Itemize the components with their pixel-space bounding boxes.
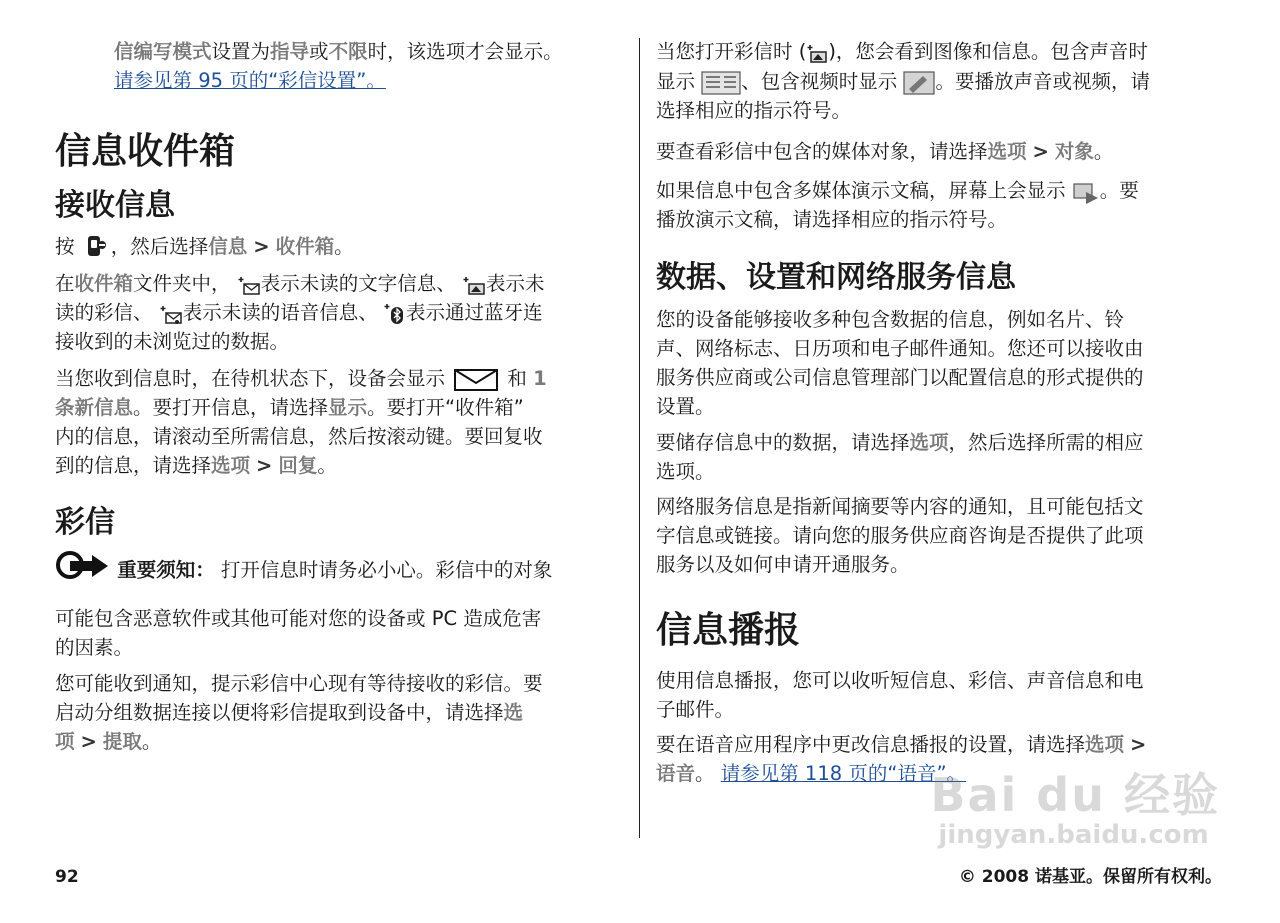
intro-link-line bbox=[114, 66, 386, 96]
section-title-receive: 接收信息 bbox=[55, 188, 175, 223]
sound-indicator-icon bbox=[701, 71, 741, 95]
reader-para-line1: 使用信息播报，您可以收听短信息、彩信、声音信息和电 bbox=[656, 669, 1144, 692]
view-objects-line: 要查看彩信中包含的媒体对象，请选择选项 > 对象。 bbox=[656, 140, 1114, 163]
bluetooth-data-icon bbox=[384, 303, 406, 325]
save-para-line1: 要储存信息中的数据，请选择选项，然后选择所需的相应 bbox=[656, 431, 1144, 454]
presentation-para-line1: 如果信息中包含多媒体演示文稿，屏幕上会显示 。要 bbox=[656, 179, 1139, 202]
important-pointer-icon bbox=[55, 549, 111, 581]
unread-text-message-icon bbox=[237, 275, 261, 295]
watermark-url: jingyan.baidu.com bbox=[938, 820, 1209, 850]
speech-para-line2: 语音。 请参见第 118 页的“语音”。 bbox=[656, 762, 967, 785]
command-text: 指导 bbox=[270, 40, 310, 63]
section-title-data: 数据、设置和网络服务信息 bbox=[656, 260, 1016, 295]
unread-audio-message-icon bbox=[159, 304, 183, 324]
data-para-line2: 声、网络标志、日历项和电子邮件通知。您还可以接收由 bbox=[656, 337, 1144, 360]
section-title-inbox: 信息收件箱 bbox=[55, 131, 236, 172]
presentation-para-line2: 播放演示文稿，请选择相应的指示符号。 bbox=[656, 208, 1008, 231]
page-number: 92 bbox=[55, 867, 79, 887]
envelope-icon bbox=[454, 369, 498, 391]
mms-settings-link[interactable]: 请参见第 95 页的“彩信设置”。 bbox=[114, 69, 386, 92]
video-indicator-icon bbox=[903, 71, 935, 95]
important-note-line2: 可能包含恶意软件或其他可能对您的设备或 PC 造成危害 bbox=[55, 607, 542, 630]
data-para-line4: 设置。 bbox=[656, 395, 715, 418]
open-para-line2: 显示 、包含视频时显示 。要播放声音或视频，请 bbox=[656, 70, 1150, 93]
speech-link[interactable]: 请参见第 118 页的“语音”。 bbox=[720, 762, 967, 785]
intro-line: 信编写模式设置为指导或不限时，该选项才会显示。 bbox=[114, 40, 563, 63]
copyright: © 2008 诺基亚。保留所有权利。 bbox=[958, 867, 1222, 887]
mms-open-icon bbox=[806, 43, 828, 63]
speech-para-line1: 要在语音应用程序中更改信息播报的设置，请选择选项 > bbox=[656, 733, 1147, 756]
important-label: 重要须知： bbox=[117, 558, 215, 582]
section-title-reader: 信息播报 bbox=[656, 610, 801, 651]
column-divider bbox=[639, 38, 640, 838]
section-title-mms: 彩信 bbox=[55, 505, 115, 540]
watermark-brand: Bai du 经验 bbox=[930, 768, 1220, 822]
presentation-indicator-icon bbox=[1072, 180, 1100, 204]
reader-para-line2: 子邮件。 bbox=[656, 698, 735, 721]
unread-mms-icon bbox=[462, 275, 486, 295]
receive-para-line1: 当您收到信息时，在待机状态下，设备会显示 和 1 bbox=[55, 367, 547, 390]
inbox-para-line3: 接收到的未浏览过的数据。 bbox=[55, 330, 290, 353]
menu-key-icon bbox=[85, 234, 107, 258]
notify-para-line2: 启动分组数据连接以便将彩信提取到设备中，请选择选 bbox=[55, 701, 524, 724]
receive-para-line2: 条新信息。要打开信息，请选择显示。要打开“收件箱” bbox=[55, 396, 524, 419]
net-para-line2: 字信息或链接。请向您的服务供应商咨询是否提供了此项 bbox=[656, 524, 1144, 547]
command-text: 不限 bbox=[328, 40, 368, 63]
receive-para-line4: 到的信息，请选择选项 > 回复。 bbox=[55, 454, 337, 477]
press-menu-line: 按 ，然后选择信息 > 收件箱。 bbox=[55, 235, 354, 258]
open-para-line1: 当您打开彩信时 ( )，您会看到图像和信息。包含声音时 bbox=[656, 40, 1148, 63]
data-para-line1: 您的设备能够接收多种包含数据的信息，例如名片、铃 bbox=[656, 308, 1125, 331]
inbox-para-line2: 读的彩信、 表示未读的语音信息、 表示通过蓝牙连 bbox=[55, 301, 543, 324]
data-para-line3: 服务供应商或公司信息管理部门以配置信息的形式提供的 bbox=[656, 366, 1144, 389]
net-para-line3: 服务以及如何申请开通服务。 bbox=[656, 553, 910, 576]
baidu-watermark bbox=[930, 770, 1220, 850]
command-text: 信编写模式 bbox=[114, 40, 212, 63]
inbox-para-line1: 在收件箱文件夹中， 表示未读的文字信息、 表示未 bbox=[55, 272, 545, 295]
net-para-line1: 网络服务信息是指新闻摘要等内容的通知，且可能包括文 bbox=[656, 495, 1144, 518]
receive-para-line3: 内的信息，请滚动至所需信息，然后按滚动键。要回复收 bbox=[55, 425, 543, 448]
important-note-line3: 的因素。 bbox=[55, 636, 134, 659]
open-para-line3: 选择相应的指示符号。 bbox=[656, 99, 852, 122]
save-para-line2: 选项。 bbox=[656, 460, 715, 483]
notify-para-line3: 项 > 提取。 bbox=[55, 730, 162, 753]
important-note-line1: 重要须知： 打开信息时请务必小心。彩信中的对象 bbox=[55, 555, 552, 587]
notify-para-line1: 您可能收到通知，提示彩信中心现有等待接收的彩信。要 bbox=[55, 672, 543, 695]
